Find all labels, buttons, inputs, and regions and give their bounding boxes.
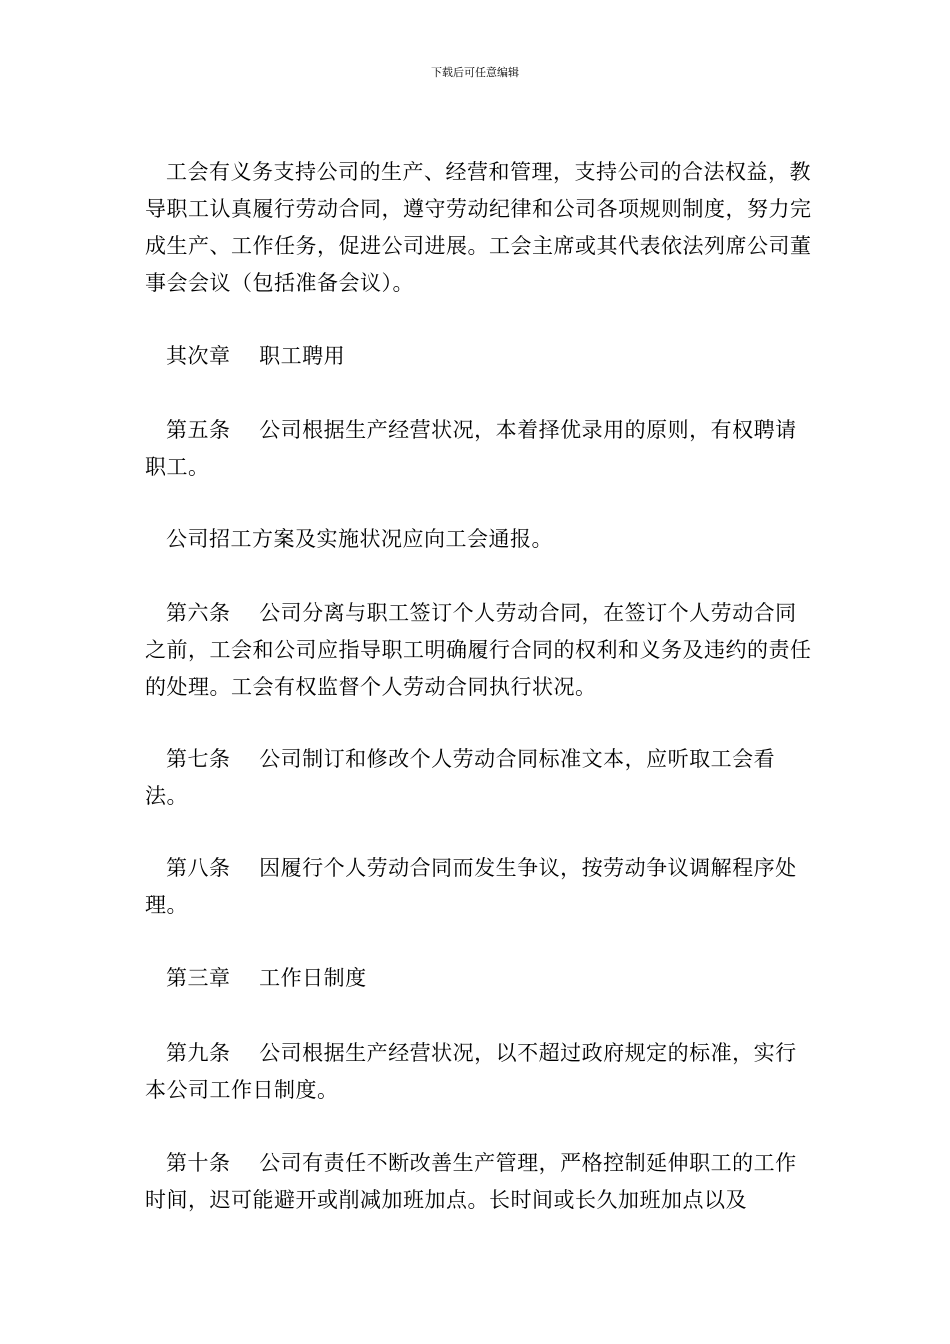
chapter-heading-2: 其次章 职工聘用	[166, 344, 346, 368]
paragraph-recruitment-report: 公司招工方案及实施状况应向工会通报。	[166, 527, 553, 551]
article-5: 第五条 公司根据生产经营状况，本着择优录用的原则，有权聘请职工。	[145, 418, 797, 479]
article-8: 第八条 因履行个人劳动合同而发生争议，按劳动争议调解程序处理。	[145, 856, 797, 917]
article-9: 第九条 公司根据生产经营状况，以不超过政府规定的标准，实行本公司工作日制度。	[145, 1041, 797, 1102]
article-6: 第六条 公司分离与职工签订个人劳动合同，在签订个人劳动合同之前，工会和公司应指导职工明确履行合同的权利和义务及违约的责任的处理。工会有权监督个人劳动合同执行状况。	[145, 601, 812, 699]
article-10: 第十条 公司有责任不断改善生产管理，严格控制延伸职工的工作时间，迟可能避开或削减加班加点。长时间或长久加班加点以及	[145, 1151, 797, 1212]
paragraph-union-duties: 工会有义务支持公司的生产、经营和管理，支持公司的合法权益，教导职工认真履行劳动合同，遵守劳动纪律和公司各项规则制度，努力完成生产、工作任务，促进公司进展。工会主席或其代表依法列席公司董事会会议（包括准备会议）。	[145, 160, 812, 295]
chapter-heading-3: 第三章 工作日制度	[166, 966, 367, 990]
article-7: 第七条 公司制订和修改个人劳动合同标准文本，应听取工会看法。	[145, 747, 776, 808]
page-header: 下载后可任意编辑	[431, 66, 519, 79]
